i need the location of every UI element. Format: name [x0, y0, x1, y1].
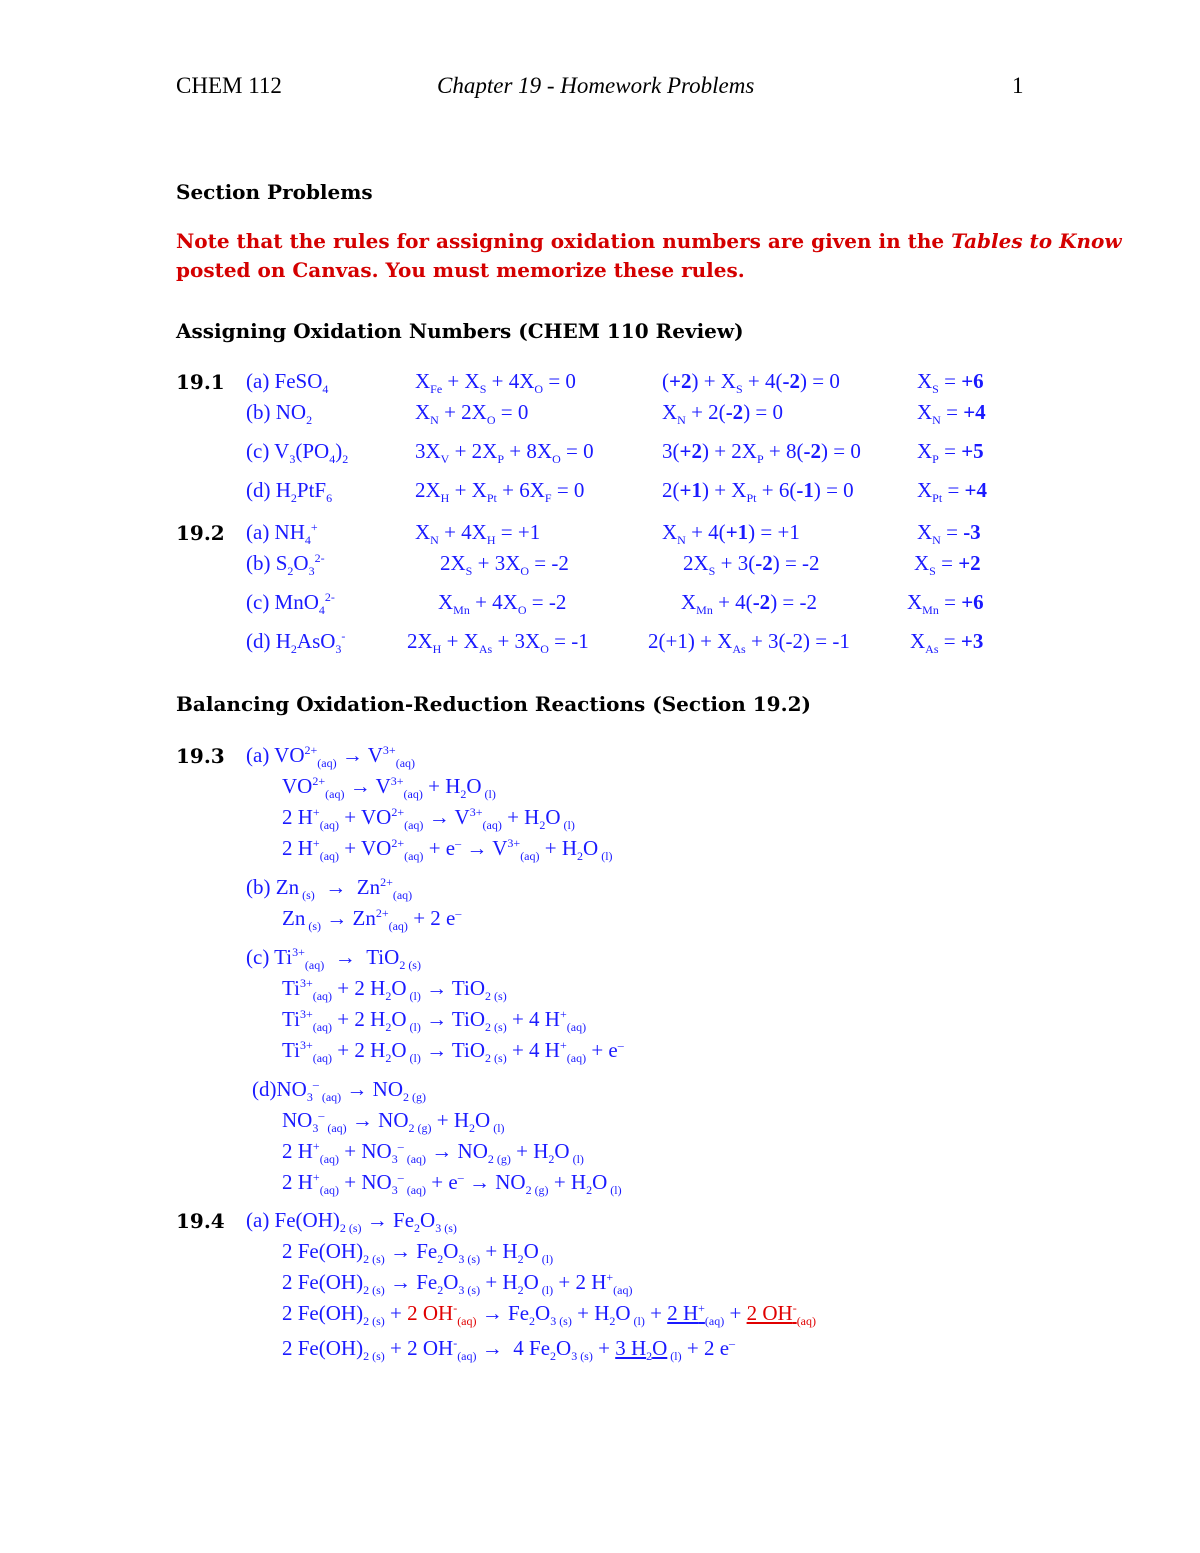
ox-19-1-a-sub: $(+2) + X_S + 4(-2) = 0$ — [662, 369, 840, 397]
ox-19-1-c-result: $X_P = +5$ — [917, 439, 984, 467]
redox-19-4-a-4: 2 $Fe(OH)_{2 (s)} + 2$ $OH^-_{(aq)} \to Fe_2O_{3 (s)} + H_2O$ $_{(l)}$ + 2 $H^+_{(aq)} + 2$ $OH^-_{(aq)}$ — [282, 1301, 817, 1329]
redox-19-4-a-2: 2 $Fe(OH)_{2 (s)} \to Fe_2O_{3 (s)} + H_2O$ $_{(l)}$ — [282, 1239, 554, 1267]
ox-19-1-a-formula: (a) FeSO$_4$ — [246, 369, 329, 397]
ox-19-1-b-result: $X_N = +4$ — [917, 400, 986, 428]
redox-19-4-a-3: 2 $Fe(OH)_{2 (s)} \to Fe_2O_{3 (s)} + H_2O$ $_{(l)}$ + 2 $H^+_{(aq)}$ — [282, 1270, 633, 1298]
ox-19-2-c-eq: $X_{Mn} + 4X_O = -2$ — [438, 590, 567, 618]
balancing-redox-heading: Balancing Oxidation-Reduction Reactions (Section 19.2) — [176, 692, 811, 716]
redox-19-3-d-2: $NO_3^-$ $_{(aq)} \to NO_{2 (g)} + H_2O$ $_{(l)}$ — [282, 1108, 505, 1136]
redox-19-3-d-4: 2 $H^+_{(aq)} + NO_3^-$ $_{(aq)} + e^- \to NO_{2 (g)} + H_2O$ $_{(l)}$ — [282, 1170, 622, 1198]
redox-19-4-a-5: 2 $Fe(OH)_{2 (s)} + 2$ $OH^-_{(aq)} \to 4$ $Fe_2O_{3 (s)} + 3$ $H_2O$ $_{(l)}$ + 2 e– — [282, 1336, 736, 1364]
ox-19-2-d-result: $X_{As} = +3$ — [910, 629, 984, 657]
assigning-oxidation-heading: Assigning Oxidation Numbers (CHEM 110 Review) — [176, 319, 744, 343]
note-line-2: posted on Canvas. You must memorize these rules. — [176, 258, 745, 282]
ox-19-1-b-eq: $X_N + 2X_O = 0$ — [415, 400, 529, 428]
ox-19-1-a-eq: $X_{Fe} + X_S + 4X_O = 0$ — [415, 369, 576, 397]
redox-19-3-d-3: 2 $H^+_{(aq)} + NO_3^-$ $_{(aq)} \to NO_{2 (g)} + H_2O$ $_{(l)}$ — [282, 1139, 584, 1167]
ox-19-1-a-result: $X_S = +6$ — [917, 369, 984, 397]
redox-19-3-b-1: (b) Zn $_{(s)} \to Zn^{2+}_{(aq)}$ — [246, 875, 413, 903]
header-title: Chapter 19 - Homework Problems — [437, 73, 755, 98]
ox-19-1-b-formula: (b) $NO_2$ — [246, 400, 313, 428]
ox-19-1-c-sub: $3(+2) + 2X_P + 8(-2) = 0$ — [662, 439, 861, 467]
ox-19-1-d-sub: $2(+1) + X_{Pt} + 6(-1) = 0$ — [662, 478, 854, 506]
ox-19-2-a-result: $X_N = -3$ — [917, 520, 981, 548]
redox-19-3-a-4: 2 $H^+_{(aq)} + VO^{2+}_{(aq)} + e^- \to V^{3+}_{(aq)} + H_2O$ $_{(l)}$ — [282, 836, 613, 864]
ox-19-2-d-sub: $2(+1) + X_{As} + 3(-2) = -1$ — [648, 629, 850, 657]
ox-19-2-a-eq: $X_N + 4X_H = +1$ — [415, 520, 541, 548]
ox-19-1-b-sub: $X_N + 2(-2) = 0$ — [662, 400, 784, 428]
ox-19-2-b-result: $X_S = +2$ — [914, 551, 981, 579]
redox-19-4-a-1: (a) $Fe(OH)_{2 (s)} \to Fe_2O_{3 (s)}$ — [246, 1208, 457, 1236]
header-course: CHEM 112 — [176, 73, 282, 98]
ox-19-2-c-sub: $X_{Mn} + 4(-2) = -2$ — [681, 590, 818, 618]
redox-19-3-c-3: $Ti^{3+}_{(aq)} + 2$ $H_2O$ $_{(l)}$ → TiO$_{2 (s)}$ + 4 $H^+_{(aq)}$ — [282, 1007, 587, 1035]
section-problems-heading: Section Problems — [176, 180, 373, 204]
ox-19-1-c-eq: $3X_V + 2X_P + 8X_O = 0$ — [415, 439, 594, 467]
redox-19-3-d-1: $(d)NO_3^-$ $_{(aq)} \to NO_{2 (g)}$ — [252, 1077, 426, 1105]
ox-19-1-c-formula: (c) $V_3(PO_4)_2$ — [246, 439, 349, 467]
ox-19-2-d-eq: $2X_H + X_{As} + 3X_O = -1$ — [407, 629, 589, 657]
ox-19-2-a-sub: $X_N + 4(+1) = +1$ — [662, 520, 800, 548]
problem-number-19-2: 19.2 — [176, 521, 225, 545]
redox-19-3-c-4: $Ti^{3+}_{(aq)} + 2$ $H_2O$ $_{(l)}$ → TiO$_{2 (s)}$ + 4 $H^+_{(aq)} + e^-$ — [282, 1038, 624, 1066]
redox-19-3-a-1: (a) $VO^{2+}_{(aq)} \to V^{3+}_{(aq)}$ — [246, 743, 416, 771]
redox-19-3-a-2: $VO^{2+}_{(aq)} \to V^{3+}_{(aq)} + H_2O$ $_{(l)}$ — [282, 774, 496, 802]
ox-19-2-b-sub: $2X_S + 3(-2) = -2$ — [683, 551, 820, 579]
problem-number-19-3: 19.3 — [176, 744, 225, 768]
ox-19-2-a-formula: (a) $NH_4^+$ — [246, 520, 318, 548]
redox-19-3-c-2: $Ti^{3+}_{(aq)} + 2$ $H_2O$ $_{(l)}$ → TiO$_{2 (s)}$ — [282, 976, 507, 1004]
ox-19-1-d-result: $X_{Pt} = +4$ — [917, 478, 987, 506]
redox-19-3-c-1: (c) $Ti^{3+}_{(aq)} \to TiO_{2 (s)}$ — [246, 945, 421, 973]
ox-19-2-c-formula: (c) MnO$_4^{2-}$ — [246, 590, 335, 618]
redox-19-3-b-2: Zn $_{(s)} \to Zn^{2+}_{(aq)} + 2$ e– — [282, 906, 462, 934]
ox-19-1-d-eq: $2X_H + X_{Pt} + 6X_F = 0$ — [415, 478, 585, 506]
ox-19-2-b-eq: $2X_S + 3X_O = -2$ — [440, 551, 569, 579]
ox-19-2-c-result: $X_{Mn} = +6$ — [907, 590, 984, 618]
ox-19-2-d-formula: (d) $H_2AsO_3^-$ — [246, 629, 346, 657]
note-line-1: Note that the rules for assigning oxidation numbers are given in the Tables to Know — [176, 229, 1122, 253]
problem-number-19-4: 19.4 — [176, 1209, 225, 1233]
ox-19-2-b-formula: (b) $S_2O_3^{2-}$ — [246, 551, 325, 579]
header-page-number: 1 — [1012, 73, 1024, 98]
ox-19-1-d-formula: (d) $H_2PtF_6$ — [246, 478, 333, 506]
problem-number-19-1: 19.1 — [176, 370, 225, 394]
redox-19-3-a-3: 2 $H^+_{(aq)} + VO^{2+}_{(aq)} \to V^{3+}_{(aq)} + H_2O$ $_{(l)}$ — [282, 805, 575, 833]
